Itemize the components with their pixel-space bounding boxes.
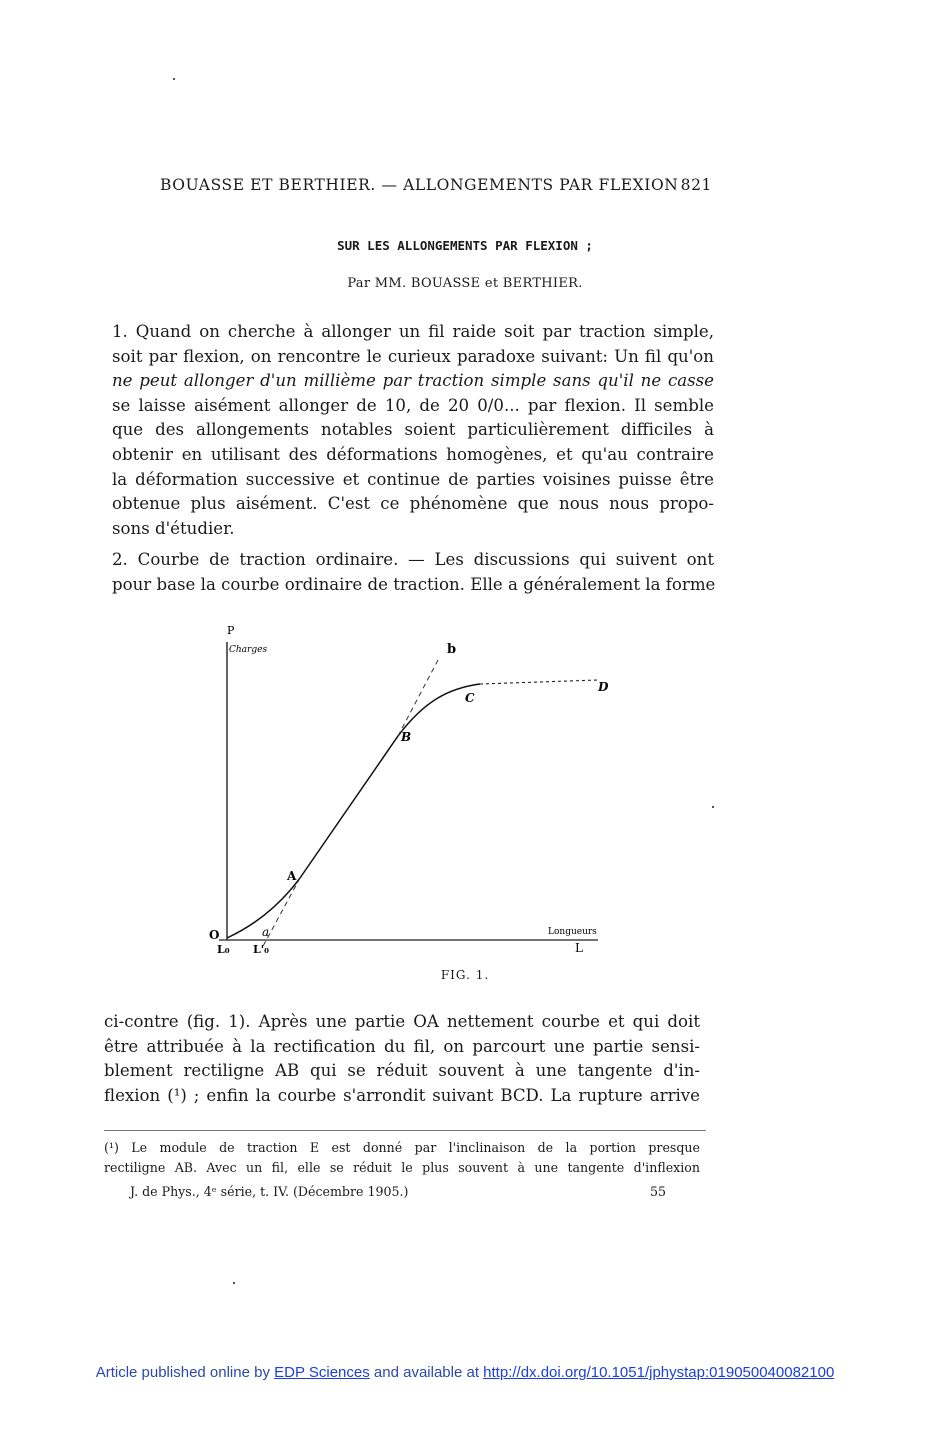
text-line: 1. Quand on cherche à allonger un fil raide soit par traction simple, <box>112 322 714 341</box>
traction-curve-figure <box>0 600 930 970</box>
axis-y-letter: P <box>227 624 235 637</box>
paragraph-1 <box>112 320 714 541</box>
publisher-link[interactable]: EDP Sciences <box>274 1364 370 1381</box>
text-line: se laisse aisément allonger de 10, de 20 0/0... par flexion. Il semble <box>112 395 714 415</box>
article-byline: Par MM. BOUASSE et BERTHIER. <box>347 276 583 291</box>
L0-label: L₀ <box>217 943 230 956</box>
axis-y-name: Charges <box>229 645 268 655</box>
doi-link[interactable]: http://dx.doi.org/10.1051/jphystap:019050040082100 <box>483 1364 835 1381</box>
page-number: 821 <box>680 176 712 194</box>
origin-label: O <box>209 928 220 942</box>
point-b-lower-label: b <box>447 642 457 657</box>
text-line: la déformation successive et continue de parties voisines puisse être <box>112 469 714 489</box>
article-title: SUR LES ALLONGEMENTS PAR FLEXION ; <box>337 238 593 253</box>
text-line: que des allongements notables soient particulièrement difficiles à <box>112 420 714 440</box>
text-line: blement rectiligne AB qui se réduit souvent à une tangente d'in- <box>104 1061 700 1081</box>
point-A-label: A <box>287 869 297 883</box>
paragraph-3 <box>104 1010 700 1108</box>
text-line: 2. Courbe de traction ordinaire. — Les discussions qui suivent ont <box>112 550 714 569</box>
point-a-lower-label: a <box>262 925 270 939</box>
running-title: BOUASSE ET BERTHIER. — ALLONGEMENTS PAR FLEXION <box>160 176 679 194</box>
point-C-label: C <box>465 691 475 705</box>
banner-prefix: Article published online by <box>95 1364 275 1381</box>
footnote-line: rectiligne AB. Avec un fil, elle se réduit le plus souvent à une tangente d'inflexion <box>104 1160 700 1175</box>
text-line: être attribuée à la rectification du fil, on parcourt une partie sensi- <box>104 1036 700 1056</box>
axis-x-letter: L <box>575 941 583 955</box>
text-line: obtenir en utilisant des déformations homogènes, et qu'au contraire <box>112 444 714 464</box>
text-line: flexion (¹) ; enfin la courbe s'arrondit suivant BCD. La rupture arrive <box>104 1085 700 1105</box>
footnote-rule <box>104 1130 706 1131</box>
publisher-banner <box>0 1364 930 1381</box>
text-line: ci-contre (fig. 1). Après une partie OA nettement courbe et qui doit <box>104 1012 700 1031</box>
figure-caption: FIG. 1. <box>440 968 490 982</box>
scan-speck <box>173 78 175 80</box>
scan-speck <box>233 1282 235 1284</box>
text-line: ne peut allonger d'un millième par traction simple sans qu'il ne casse <box>112 371 714 391</box>
journal-citation: J. de Phys., 4ᵉ série, t. IV. (Décembre 1905.) <box>130 1184 409 1199</box>
traction-curve <box>227 680 598 938</box>
running-head <box>160 176 712 194</box>
journal-signature <box>130 1184 666 1199</box>
banner-middle: and available at <box>369 1364 484 1381</box>
axis-x-name: Longueurs <box>548 927 597 937</box>
text-line: soit par flexion, on rencontre le curieux paradoxe suivant: Un fil qu'on <box>112 346 714 366</box>
point-B-label: B <box>401 730 412 744</box>
text-line: sons d'étudier. <box>112 518 235 538</box>
sheet-number: 55 <box>649 1184 666 1199</box>
tangent-upper-dashed <box>398 660 438 736</box>
paragraph-2 <box>112 548 714 597</box>
L0-prime-label: L'₀ <box>253 943 269 956</box>
text-line: obtenue plus aisément. C'est ce phénomène que nous nous propo- <box>112 494 714 514</box>
text-line: pour base la courbe ordinaire de traction. Elle a généralement la forme <box>112 574 716 594</box>
point-D-label: D <box>598 680 609 694</box>
footnote <box>104 1138 700 1178</box>
footnote-line: (¹) Le module de traction E est donné par l'inclinaison de la portion presque <box>104 1140 700 1155</box>
